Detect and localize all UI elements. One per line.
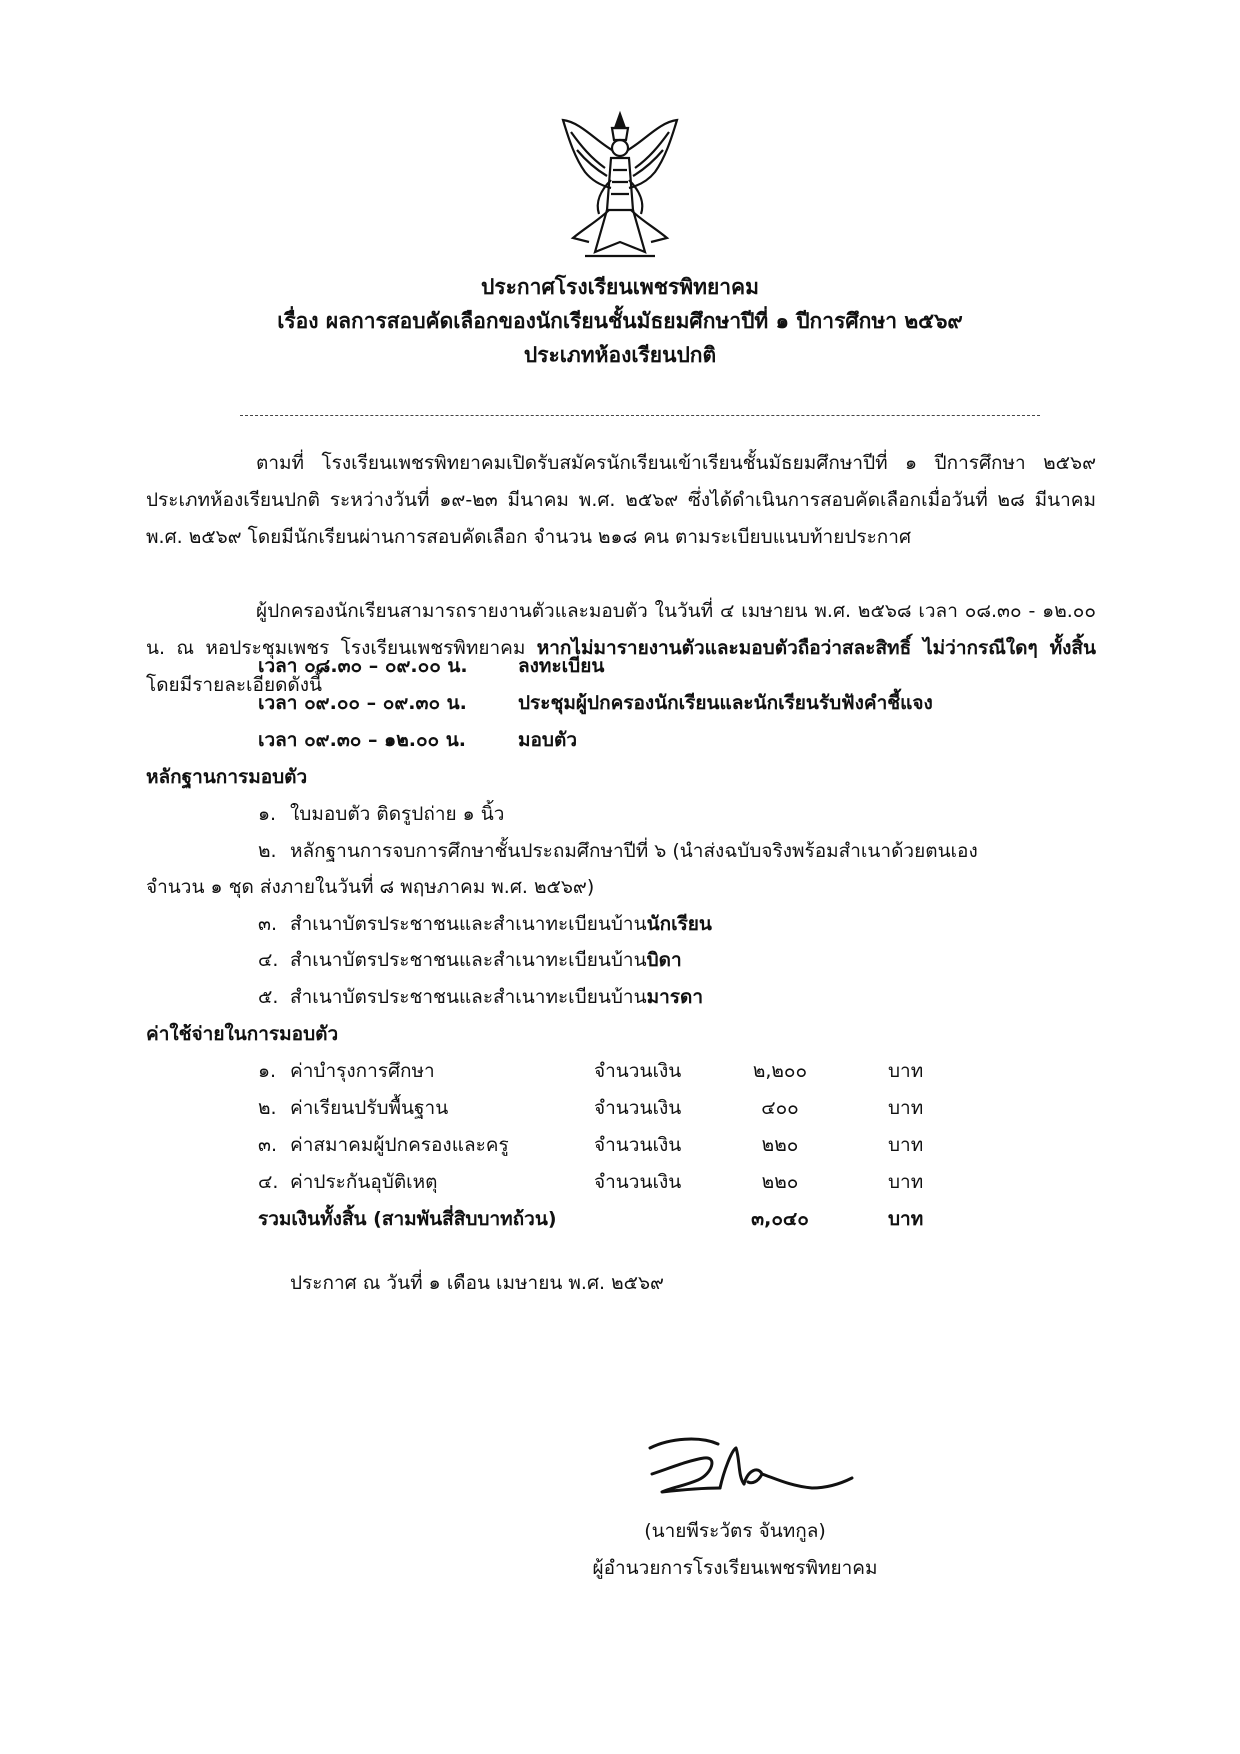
fee-total-unit: บาท: [888, 1208, 924, 1230]
announcement-date: ประกาศ ณ วันที่ ๑ เดือน เมษายน พ.ศ. ๒๕๖๙: [290, 1272, 664, 1294]
fee-amount-label: จำนวนเงิน: [594, 1060, 682, 1082]
fee-amount: ๔๐๐: [761, 1097, 799, 1119]
schedule-activity: มอบตัว: [518, 729, 578, 751]
evidence-heading: หลักฐานการมอบตัว: [146, 766, 308, 788]
schedule-activity: ลงทะเบียน: [518, 655, 605, 677]
evidence-item-number: ๑.: [258, 803, 277, 825]
evidence-item-number: ๓.: [258, 913, 278, 935]
signer-name: (นายพีระวัตร จันทกูล): [644, 1520, 826, 1542]
fee-number: ๓.: [258, 1134, 278, 1156]
evidence-item-person: มารดา: [646, 986, 703, 1008]
fee-number: ๑.: [258, 1060, 277, 1082]
fee-amount: ๒๒๐: [761, 1134, 799, 1156]
evidence-item-person: บิดา: [646, 949, 682, 971]
evidence-item: [290, 982, 703, 1012]
fee-amount: ๒,๒๐๐: [752, 1060, 808, 1082]
paragraph-2-end: โดยมีรายละเอียดดังนี้: [146, 674, 323, 696]
evidence-item: [290, 909, 712, 939]
fee-unit: บาท: [888, 1171, 924, 1193]
fee-total-amount: ๓,๐๔๐: [751, 1208, 809, 1230]
announcement-title: ประกาศโรงเรียนเพชรพิทยาคม: [481, 275, 759, 299]
schedule-time: เวลา ๐๘.๓๐ – ๐๙.๐๐ น.: [258, 655, 468, 677]
fee-unit: บาท: [888, 1134, 924, 1156]
fee-label: ค่าเรียนปรับพื้นฐาน: [290, 1097, 449, 1119]
evidence-item-text: ใบมอบตัว ติดรูปถ่าย ๑ นิ้ว: [290, 803, 505, 825]
separator-line: [240, 415, 1040, 416]
schedule-time: เวลา ๐๙.๓๐ – ๑๒.๐๐ น.: [258, 729, 466, 751]
evidence-item: [290, 945, 682, 975]
evidence-item-text: หลักฐานการจบการศึกษาชั้นประถมศึกษาปีที่ ๖ (นำส่งฉบับจริงพร้อมสำเนาด้วยตนเอง: [290, 840, 978, 862]
fee-label: ค่าบำรุงการศึกษา: [290, 1060, 435, 1082]
room-type: ประเภทห้องเรียนปกติ: [523, 343, 717, 367]
signature: [640, 1430, 860, 1510]
fee-amount-label: จำนวนเงิน: [594, 1097, 682, 1119]
fee-amount-label: จำนวนเงิน: [594, 1134, 682, 1156]
fee-unit: บาท: [888, 1060, 924, 1082]
schedule-activity: ประชุมผู้ปกครองนักเรียนและนักเรียนรับฟังคำชี้แจง: [518, 692, 933, 714]
fee-amount: ๒๒๐: [761, 1171, 799, 1193]
fee-total-label: รวมเงินทั้งสิ้น (สามพันสี่สิบบาทถ้วน): [258, 1208, 557, 1230]
evidence-item-text: สำเนาบัตรประชาชนและสำเนาทะเบียนบ้าน: [290, 986, 647, 1008]
evidence-item-continuation: จำนวน ๑ ชุด ส่งภายในวันที่ ๘ พฤษภาคม พ.ศ. ๒๕๖๙): [146, 876, 595, 898]
fee-number: ๔.: [258, 1171, 279, 1193]
fee-label: ค่าสมาคมผู้ปกครองและครู: [290, 1134, 509, 1156]
paragraph-1: [146, 445, 1096, 556]
evidence-item-number: ๕.: [258, 986, 279, 1008]
fees-heading: ค่าใช้จ่ายในการมอบตัว: [146, 1023, 339, 1045]
paragraph-2-warning: หากไม่มารายงานตัวและมอบตัวถือว่าสละสิทธิ์ ไม่ว่ากรณีใดๆ ทั้งสิ้น: [536, 637, 1096, 659]
fee-unit: บาท: [888, 1097, 924, 1119]
signer-position: ผู้อำนวยการโรงเรียนเพชรพิทยาคม: [592, 1557, 878, 1579]
schedule-time: เวลา ๐๙.๐๐ – ๐๙.๓๐ น.: [258, 692, 467, 714]
evidence-item-text: สำเนาบัตรประชาชนและสำเนาทะเบียนบ้าน: [290, 949, 647, 971]
fee-number: ๒.: [258, 1097, 277, 1119]
garuda-emblem: [555, 110, 685, 265]
evidence-item-text: สำเนาบัตรประชาชนและสำเนาทะเบียนบ้าน: [290, 913, 647, 935]
evidence-item-person: นักเรียน: [646, 913, 712, 935]
paragraph-1-text: ตามที่ โรงเรียนเพชรพิทยาคมเปิดรับสมัครนักเรียนเข้าเรียนชั้นมัธยมศึกษาปีที่ ๑ ปีการศึกษา ๒๕๖๙ ประเภทห้องเรียนปกติ ระหว่างวันที่ ๑๙-๒๓ มีนาคม พ.ศ. ๒๕๖๙ ซึ่งได้ดำเนินการสอบคัดเลือกเมื่อวันที่ ๒๘ มีนาคม พ.ศ. ๒๕๖๙ โดยมีนักเรียนผ่านการสอบคัดเลือก จำนวน ๒๑๘ คน ตามระเบียบแนบท้ายประกาศ: [146, 452, 1096, 548]
announcement-subject: เรื่อง ผลการสอบคัดเลือกของนักเรียนชั้นมัธยมศึกษาปีที่ ๑ ปีการศึกษา ๒๕๖๙: [277, 309, 963, 333]
evidence-item-number: ๔.: [258, 949, 279, 971]
evidence-item-number: ๒.: [258, 840, 277, 862]
fee-amount-label: จำนวนเงิน: [594, 1171, 682, 1193]
fee-label: ค่าประกันอุบัติเหตุ: [290, 1171, 438, 1193]
paragraph-2-text: ผู้ปกครองนักเรียนสามารถรายงานตัวและมอบตัว ในวันที่ ๔ เมษายน พ.ศ. ๒๕๖๘ เวลา ๐๘.๓๐ - ๑๒.๐๐ น. ณ หอประชุมเพชร โรงเรียนเพชรพิทยาคม: [146, 600, 1096, 659]
